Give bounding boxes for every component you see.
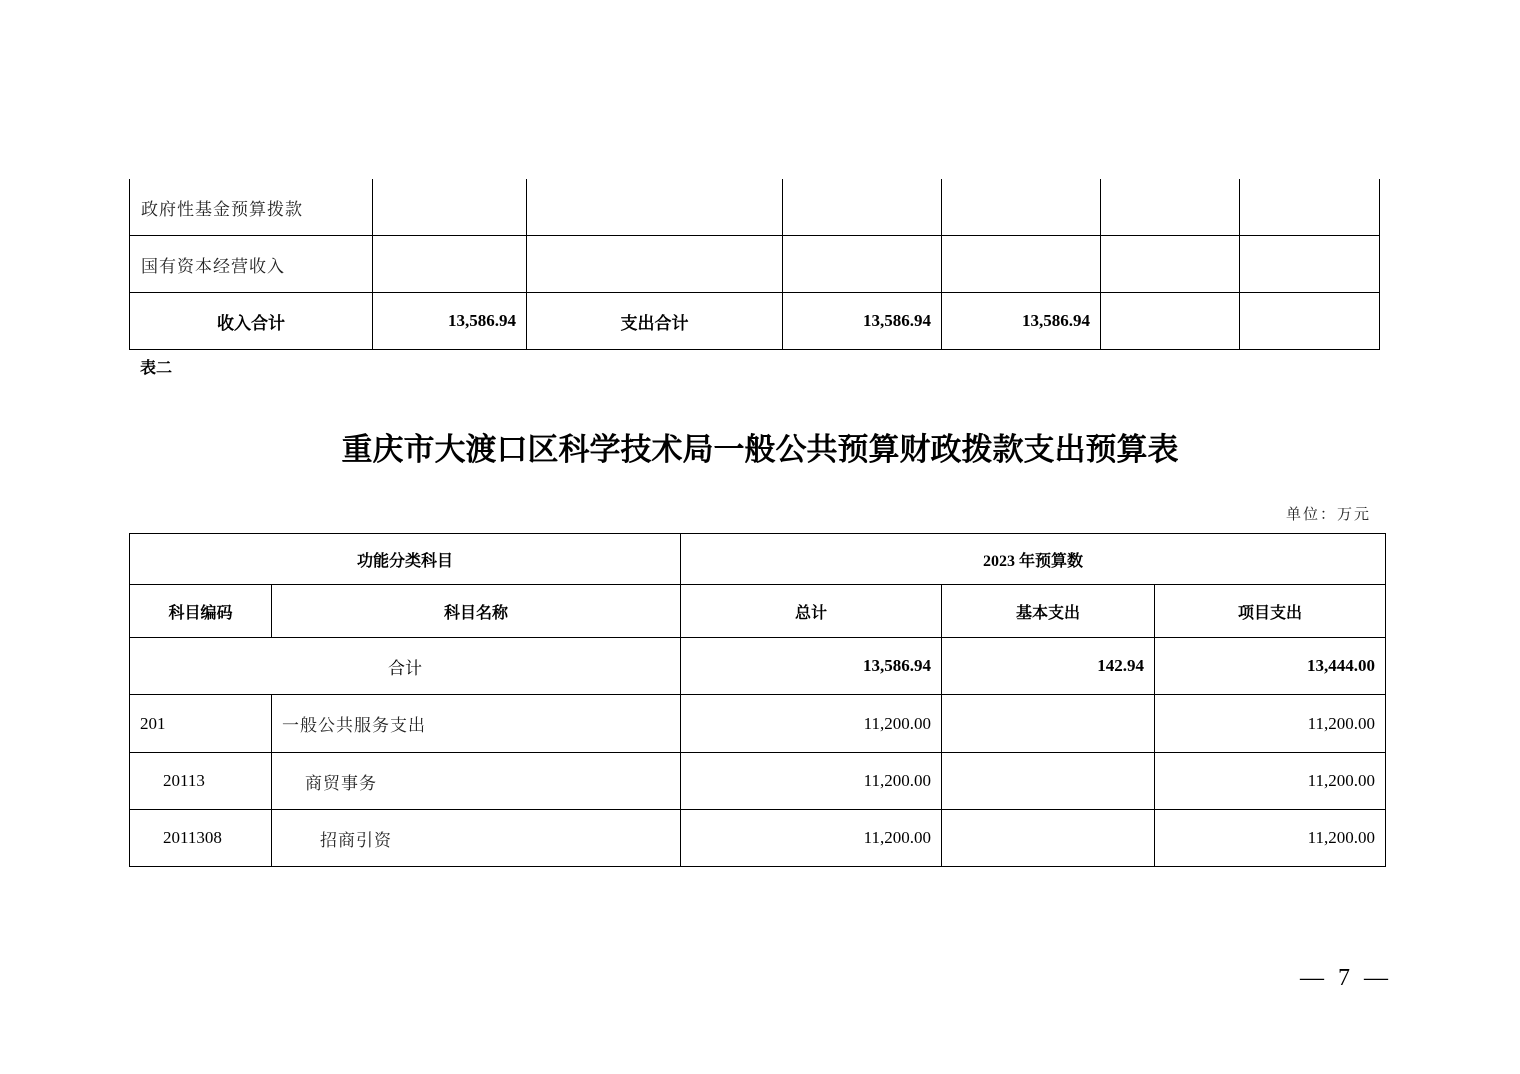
row-project: 11,200.00 (1155, 695, 1386, 753)
row-basic (942, 695, 1155, 753)
expense-total-label: 支出合计 (527, 293, 783, 350)
income-total-label: 收入合计 (130, 293, 373, 350)
row-basic (942, 810, 1155, 867)
row-total: 11,200.00 (681, 695, 942, 753)
row-code: 201 (130, 695, 272, 753)
table-row (130, 179, 1380, 236)
header-basic: 基本支出 (942, 585, 1155, 638)
total-row (130, 293, 1380, 350)
row-project: 11,200.00 (1155, 810, 1386, 867)
income-expense-table (129, 179, 1380, 350)
row-total: 11,200.00 (681, 753, 942, 810)
table-row (130, 753, 1386, 810)
row-total: 11,200.00 (681, 810, 942, 867)
page-number: — 7 — (1300, 965, 1392, 991)
unit-label: 单位：万元 (1286, 505, 1372, 523)
sum-label: 合计 (130, 638, 681, 695)
sum-basic: 142.94 (942, 638, 1155, 695)
expense-total-value: 13,586.94 (783, 293, 942, 350)
row-code: 2011308 (130, 810, 272, 867)
row-label: 政府性基金预算拨款 (130, 179, 373, 236)
header-total: 总计 (681, 585, 942, 638)
header-function-category: 功能分类科目 (130, 534, 681, 585)
row-name: 一般公共服务支出 (272, 695, 681, 753)
table-label: 表二 (140, 358, 173, 377)
header-budget-year: 2023 年预算数 (681, 534, 1386, 585)
table-row (130, 236, 1380, 293)
header-row (130, 585, 1386, 638)
page-title: 重庆市大渡口区科学技术局一般公共预算财政拨款支出预算表 (341, 432, 1179, 468)
header-code: 科目编码 (130, 585, 272, 638)
table-row (130, 695, 1386, 753)
header-row-group (130, 534, 1386, 585)
header-project: 项目支出 (1155, 585, 1386, 638)
sum-project: 13,444.00 (1155, 638, 1386, 695)
sum-total: 13,586.94 (681, 638, 942, 695)
row-basic (942, 753, 1155, 810)
income-total-value: 13,586.94 (373, 293, 527, 350)
expenditure-budget-table (129, 533, 1386, 867)
expense-total-value-2: 13,586.94 (942, 293, 1101, 350)
row-project: 11,200.00 (1155, 753, 1386, 810)
row-label: 国有资本经营收入 (130, 236, 373, 293)
table-row (130, 810, 1386, 867)
row-code: 20113 (130, 753, 272, 810)
row-name: 商贸事务 (272, 753, 681, 810)
row-name: 招商引资 (272, 810, 681, 867)
sum-row (130, 638, 1386, 695)
header-name: 科目名称 (272, 585, 681, 638)
